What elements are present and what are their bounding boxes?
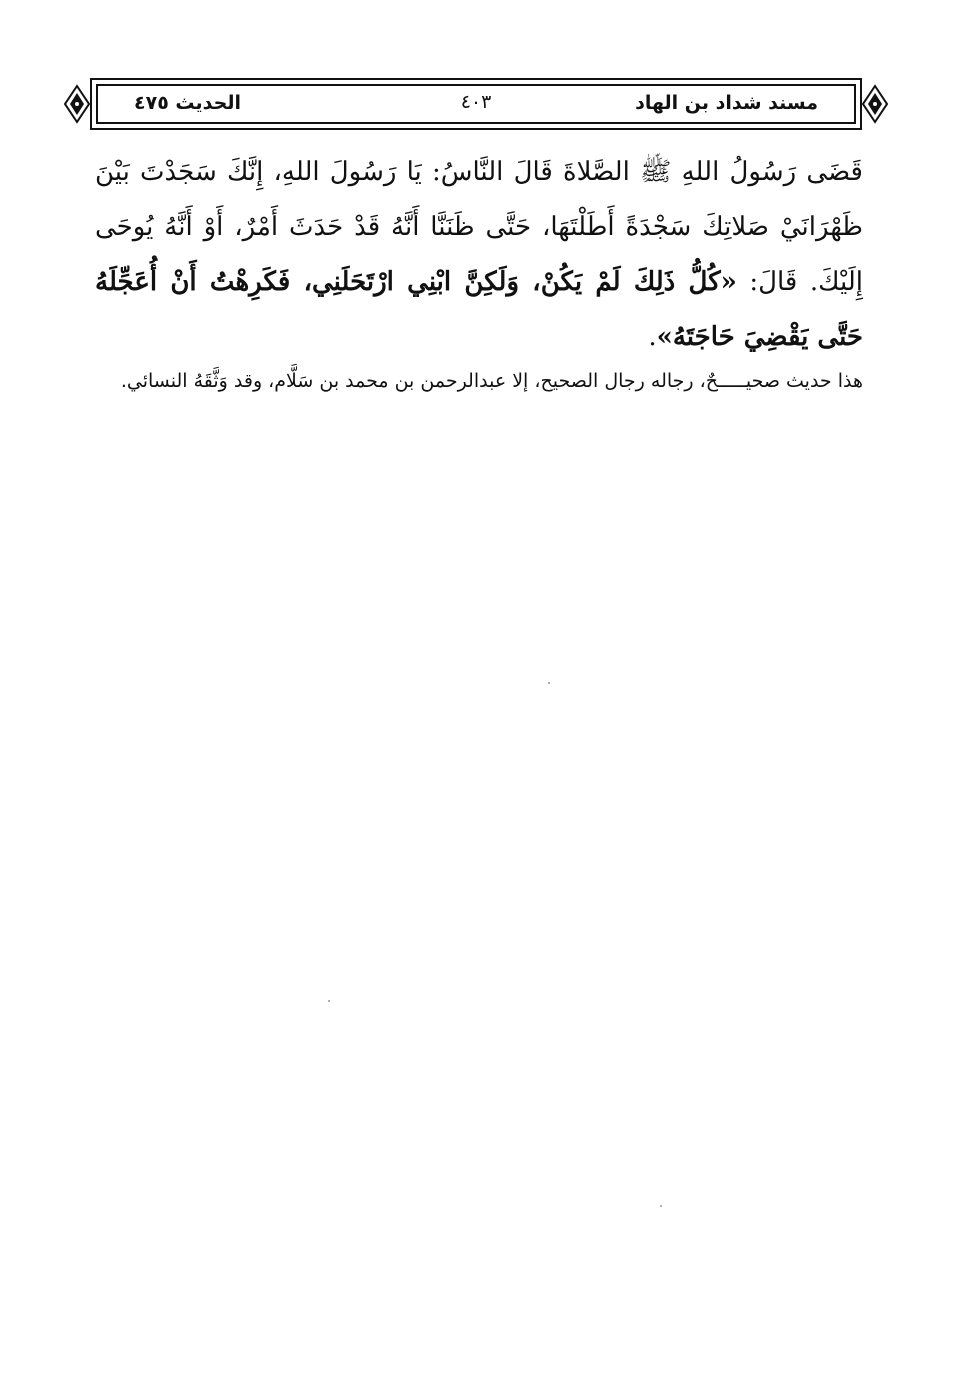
hadith-narration: قَضَى رَسُولُ اللهِ ﷺ الصَّلاةَ قَالَ النَّاسُ: يَا رَسُولَ اللهِ، إِنَّكَ سَجَدْتَ بَيْنَ ظَهْرَانَيْ صَلاتِكَ سَجْدَةً أَطَلْتَهَا، حَتَّى ظَنَنَّا أَنَّهُ قَدْ حَدَثَ أَمْرٌ، أَوْ أَنَّهُ يُوحَى إِلَيْكَ. قَالَ: bbox=[95, 157, 863, 297]
prophetic-saying: «كُلُّ ذَلِكَ لَمْ يَكُنْ، وَلَكِنَّ ابْنِي ارْتَحَلَنِي، فَكَرِهْتُ أَنْ أُعَجِّلَهُ حَتَّى يَقْضِيَ حَاجَتَهُ» bbox=[95, 267, 863, 352]
grading-note: هذا حديث صحيـــــحٌ، رجاله رجال الصحيح، إلا عبدالرحمن بن محمد بن سَلَّام، وقد وَثَّقَهُ النسائي. bbox=[120, 370, 863, 392]
scan-speck bbox=[660, 1205, 662, 1207]
hadith-number: الحديث ٤٧٥ bbox=[134, 92, 241, 114]
hadith-text bbox=[95, 145, 863, 365]
scan-speck bbox=[548, 682, 550, 684]
running-header bbox=[62, 76, 890, 132]
scan-speck bbox=[328, 1000, 330, 1002]
book-title: مسند شداد بن الهاد bbox=[635, 92, 818, 114]
page-number: ٤٠٣ bbox=[460, 91, 492, 113]
ornament-right-icon bbox=[860, 84, 890, 124]
hadith-end-mark: . bbox=[648, 322, 657, 352]
